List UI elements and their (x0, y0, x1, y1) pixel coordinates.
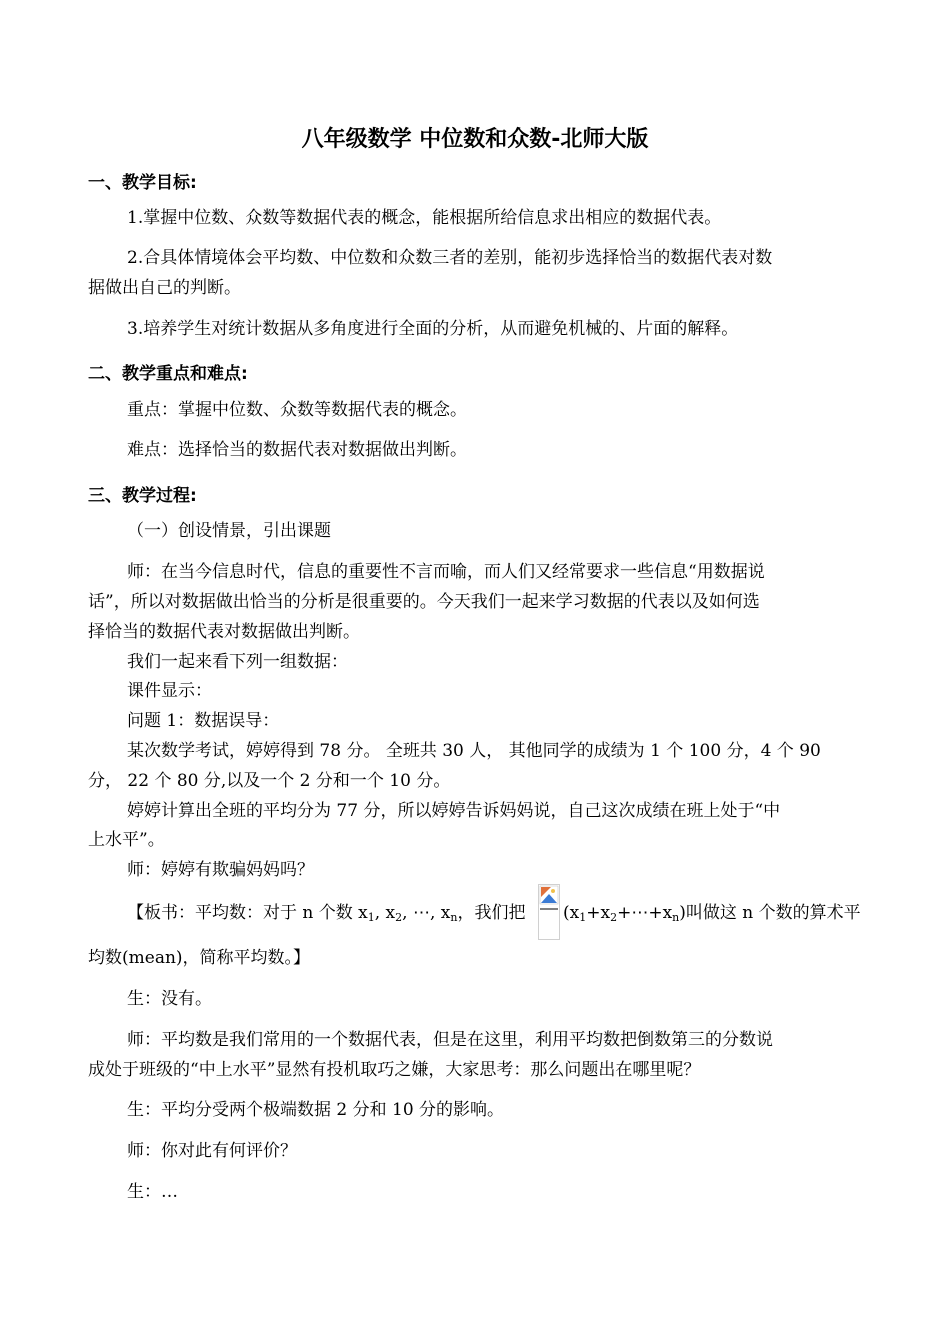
student-answer-1: 生：没有。 (127, 989, 212, 1009)
example-line-1a: 某次数学考试，婷婷得到 78 分。 全班共 30 人， 其他同学的成绩为 1 个 100 分，4 个 90 (127, 741, 821, 761)
teacher-question-2: 师：你对此有何评价？ (127, 1141, 297, 1161)
example-line-2a: 婷婷计算出全班的平均分为 77 分，所以婷婷告诉妈妈说，自己这次成绩在班上处于“中 (127, 801, 781, 821)
courseware-display: 课件显示： (127, 681, 212, 701)
board-note-prefix: 【板书：平均数：对于 n 个数 x (127, 903, 368, 923)
problem-1-title: 问题 1：数据误导： (127, 711, 280, 731)
section-heading-objectives: 一、教学目标: (88, 173, 197, 193)
objective-1: 1.掌握中位数、众数等数据代表的概念，能根据所给信息求出相应的数据代表。 (127, 208, 722, 228)
teacher-question: 师：婷婷有欺骗妈妈吗？ (127, 860, 314, 880)
teacher-line-3a: 师：平均数是我们常用的一个数据代表，但是在这里，利用平均数把倒数第三的分数说 (127, 1030, 773, 1050)
section-heading-process: 三、教学过程: (88, 486, 197, 506)
board-note-line-1: 【板书：平均数：对于 n 个数 $x_1$, $x_2$, ⋯, $x_n$，我们把 (127, 903, 526, 924)
objective-2-line-2: 据做出自己的判断。 (88, 278, 241, 298)
teacher-line-1c: 择恰当的数据代表对数据做出判断。 (88, 622, 360, 642)
teacher-line-3b: 成处于班级的“中上水平”显然有投机取巧之嫌，大家思考：那么问题出在哪里呢？ (88, 1060, 701, 1080)
key-point: 重点：掌握中位数、众数等数据代表的概念。 (127, 400, 467, 420)
board-note-line-2: 均数(mean)，简称平均数。】 (88, 948, 311, 968)
fraction-image-placeholder-icon (538, 884, 560, 940)
board-note-suffix: 叫做这 n 个数的算术平 (685, 903, 861, 923)
look-at-data: 我们一起来看下列一组数据： (127, 652, 348, 672)
student-answer-3: 生：… (127, 1182, 178, 1202)
board-note-line-1-continued: $(x_1+x_2+\cdots+x_n)$叫做这 n 个数的算术平 (563, 903, 861, 924)
objective-3: 3.培养学生对统计数据从多角度进行全面的分析，从而避免机械的、片面的解释。 (127, 319, 739, 339)
teacher-line-1b: 话”，所以对数据做出恰当的分析是很重要的。今天我们一起来学习数据的代表以及如何选 (88, 592, 760, 612)
student-answer-2: 生：平均分受两个极端数据 2 分和 10 分的影响。 (127, 1100, 505, 1120)
board-note-middle: ，我们把 (457, 903, 526, 923)
example-line-2b: 上水平”。 (88, 830, 165, 850)
objective-2-line-1: 2.合具体情境体会平均数、中位数和众数三者的差别，能初步选择恰当的数据代表对数 (127, 248, 773, 268)
teacher-line-1a: 师：在当今信息时代，信息的重要性不言而喻，而人们又经常要求一些信息“用数据说 (127, 562, 765, 582)
difficult-point: 难点：选择恰当的数据代表对数据做出判断。 (127, 440, 467, 460)
document-title: 八年级数学 中位数和众数-北师大版 (301, 127, 649, 152)
subsection-heading: （一）创设情景，引出课题 (127, 521, 331, 541)
section-heading-keypoints: 二、教学重点和难点: (88, 364, 248, 384)
example-line-1b: 分， 22 个 80 分,以及一个 2 分和一个 10 分。 (88, 771, 451, 791)
